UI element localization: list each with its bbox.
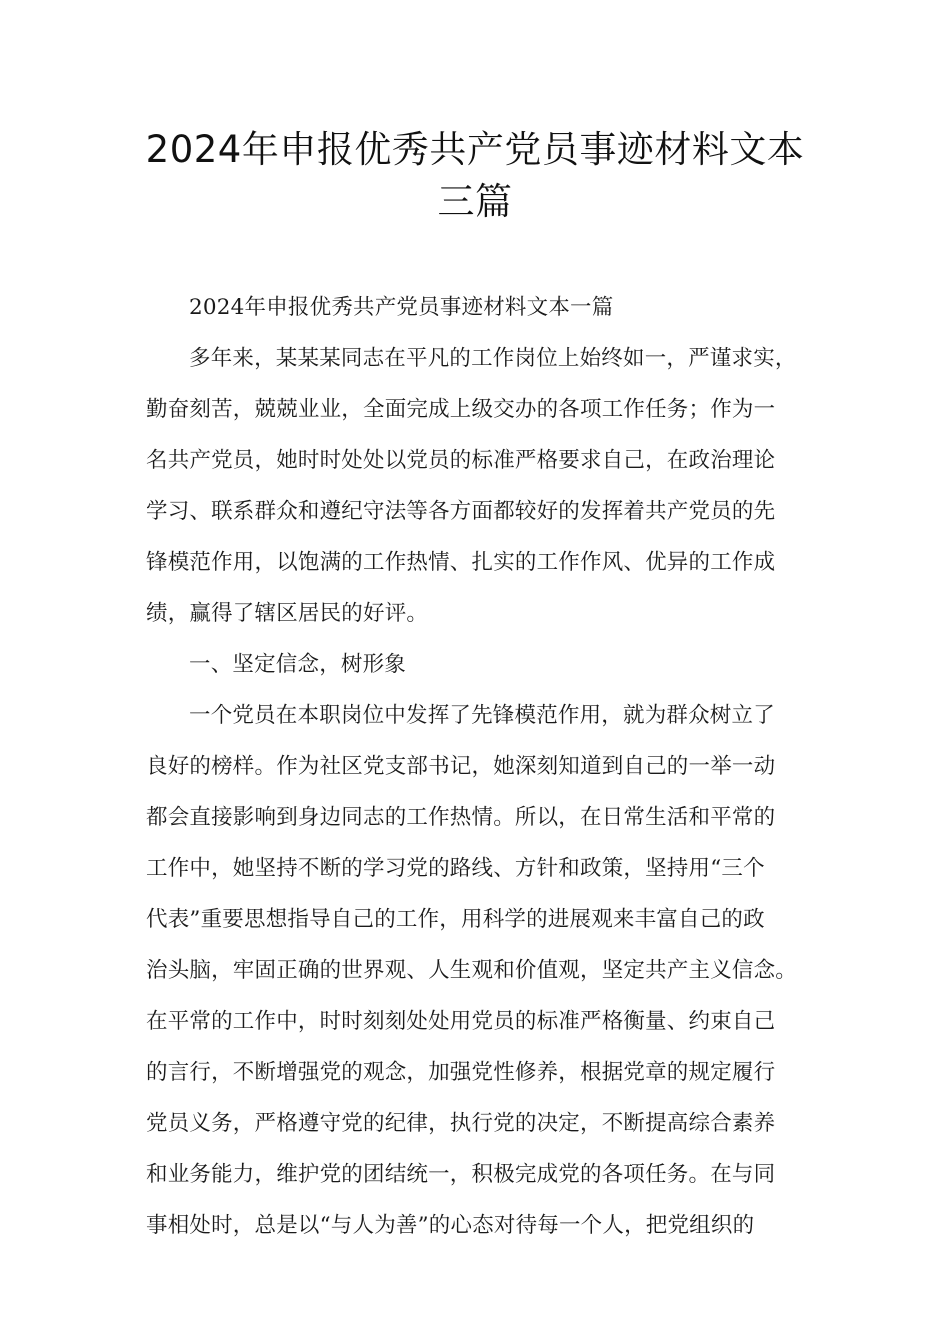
document-title bbox=[100, 124, 850, 228]
paragraph-line: 一个党员在本职岗位中发挥了先锋模范作用，就为群众树立了 bbox=[189, 703, 775, 728]
paragraph-line: 代表”重要思想指导自己的工作，用科学的进展观来丰富自己的政 bbox=[146, 907, 765, 932]
paragraph-line: 工作中，她坚持不断的学习党的路线、方针和政策，坚持用“三个 bbox=[146, 856, 765, 881]
paragraph-line: 学习、联系群众和遵纪守法等各方面都较好的发挥着共产党员的先 bbox=[146, 499, 776, 524]
paragraph-line: 都会直接影响到身边同志的工作热情。所以，在日常生活和平常的 bbox=[146, 805, 776, 830]
paragraph-line: 锋模范作用，以饱满的工作热情、扎实的工作作风、优异的工作成 bbox=[146, 550, 776, 575]
paragraph-line: 和业务能力，维护党的团结统一，积极完成党的各项任务。在与同 bbox=[146, 1162, 776, 1187]
paragraph-line: 良好的榜样。作为社区党支部书记，她深刻知道到自己的一举一动 bbox=[146, 754, 776, 779]
title-line-1: 2024年申报优秀共产党员事迹材料文本 bbox=[145, 128, 805, 171]
paragraph-line: 事相处时，总是以“与人为善”的心态对待每一个人，把党组织的 bbox=[146, 1213, 755, 1238]
paragraph-line: 治头脑，牢固正确的世界观、人生观和价值观，坚定共产主义信念。 bbox=[146, 958, 798, 983]
section-heading: 一、坚定信念，树形象 bbox=[189, 652, 407, 677]
paragraph-line: 在平常的工作中，时时刻刻处处用党员的标准严格衡量、约束自己 bbox=[146, 1009, 776, 1034]
paragraph-line: 勤奋刻苦，兢兢业业，全面完成上级交办的各项工作任务；作为一 bbox=[146, 397, 776, 422]
paragraph-line: 名共产党员，她时时处处以党员的标准严格要求自己，在政治理论 bbox=[146, 448, 776, 473]
paragraph-line: 多年来，某某某同志在平凡的工作岗位上始终如一，严谨求实， bbox=[189, 346, 797, 371]
paragraph-line: 绩，赢得了辖区居民的好评。 bbox=[146, 601, 429, 626]
document-body bbox=[146, 282, 828, 1251]
subtitle-line: 2024年申报优秀共产党员事迹材料文本一篇 bbox=[189, 295, 614, 320]
paragraph-line: 的言行，不断增强党的观念，加强党性修养，根据党章的规定履行 bbox=[146, 1060, 776, 1085]
paragraph-line: 党员义务，严格遵守党的纪律，执行党的决定，不断提高综合素养 bbox=[146, 1111, 776, 1136]
title-line-2: 三篇 bbox=[437, 180, 513, 223]
